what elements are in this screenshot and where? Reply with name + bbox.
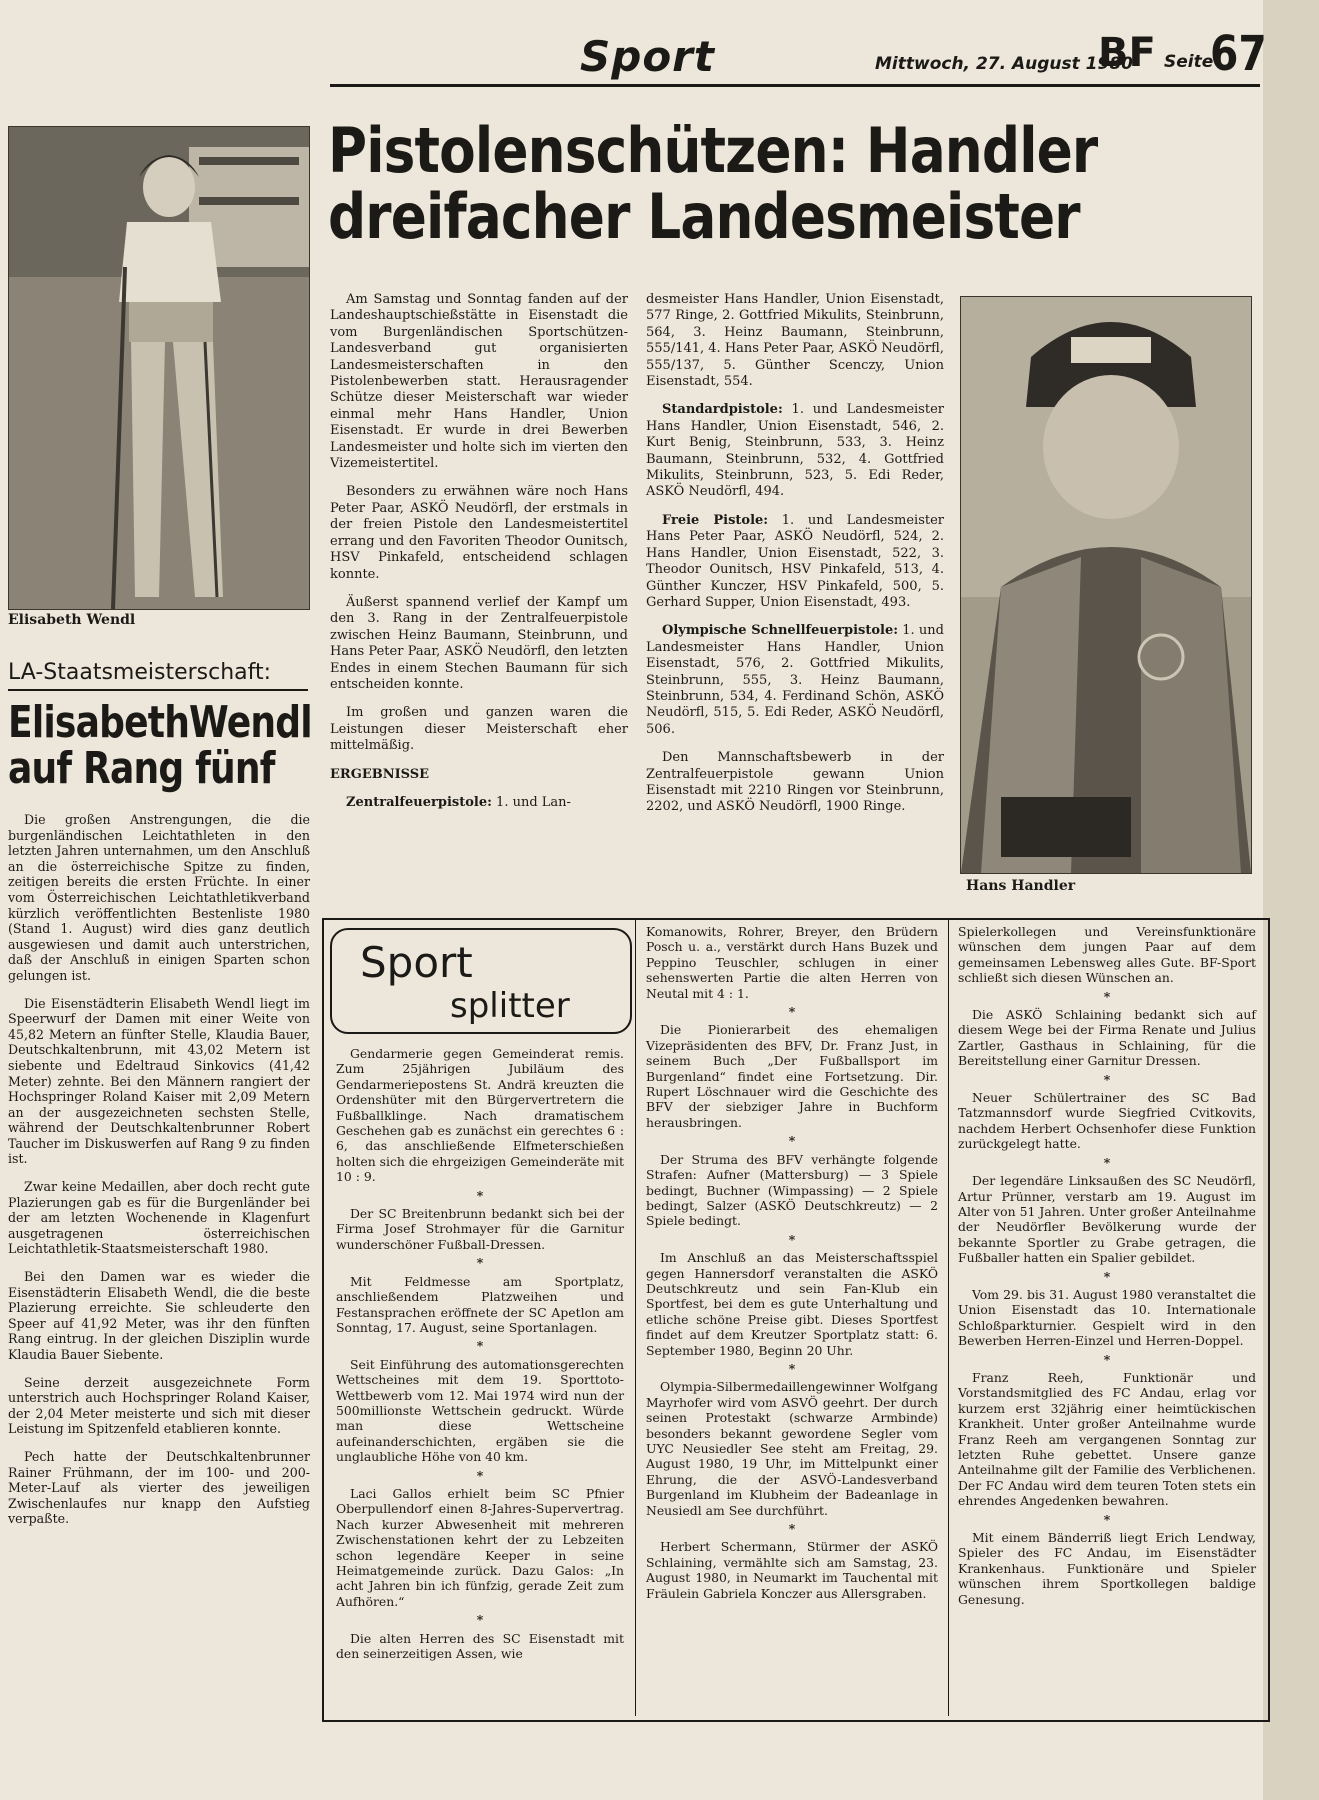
splitter-item: Im Anschluß an das Meisterschaftsspiel gegen Hannersdorf veranstalten die ASKÖ Deutschkreutz und sein Fan-Klub ein Sportfest, bei dem es gute Unterhaltung und etliche schöne Preise gibt. Dieses Sportfest findet auf dem Kreutzer Sportplatz statt: 6. September 1980, Beginn 20 Uhr. — [646, 1250, 938, 1358]
side-paragraph: Die großen Anstrengungen, die die burgenländischen Leichtathleten in den letzten Jahren unternahmen, um den Anschluß an die österreichische Spitze zu finden, zeitigen bereits die ersten Früchte. In einer vom Österreichischen Leichtathletikverband kürzlich veröffentlichten Bestenliste 1980 (Stand 1. August) wird dies ganz deutlich ausgewiesen und damit auch unterstrichen, daß der Anschluß in einigen Sparten schon gelungen ist. — [8, 812, 310, 983]
photo-caption-handler: Hans Handler — [966, 878, 1076, 894]
side-headline-line-2: auf Rang fünf — [8, 743, 275, 794]
side-headline-line-1: ElisabethWendl — [8, 697, 312, 748]
page-label: Seite — [1164, 52, 1214, 72]
photo-caption-wendl: Elisabeth Wendl — [8, 612, 136, 628]
separator-star: * — [1103, 1071, 1111, 1087]
separator-star: * — [1103, 1154, 1111, 1170]
separator-star: * — [788, 1360, 796, 1376]
splitter-item: Mit einem Bänderriß liegt Erich Lendway, Spieler des FC Andau, im Eisenstädter Krankenhaus. Funktionäre und Spieler wünschen ihrem Sportkollegen baldige Genesung. — [958, 1530, 1256, 1607]
article-paragraph: Äußerst spannend verlief der Kampf um den 3. Rang in der Zentralfeuerpistole zwischen Heinz Baumann, Steinbrunn, und Hans Peter Paar, ASKÖ Neudörfl, den letzten Endes in einem Stechen Baumann für sich entscheiden konnte. — [330, 594, 628, 692]
athlete-photo — [8, 126, 310, 610]
side-paragraph: Pech hatte der Deutschkaltenbrunner Rainer Frühmann, der im 100- und 200- Meter-Lauf als vierter des jeweiligen Zwischenlaufes nur knapp den Aufstieg verpaßte. — [8, 1448, 310, 1527]
column-divider — [635, 920, 636, 1716]
page-number: 67 — [1210, 26, 1267, 82]
separator-star: * — [788, 1004, 796, 1020]
splitter-item: Die ASKÖ Schlaining bedankt sich auf diesem Wege bei der Firma Renate und Julius Zartler, Gasthaus in Schlaining, für die Bereitstellung einer Garnitur Dressen. — [958, 1007, 1256, 1069]
separator-star: * — [788, 1231, 796, 1247]
separator-star: * — [476, 1255, 484, 1271]
article-paragraph: Besonders zu erwähnen wäre noch Hans Peter Paar, ASKÖ Neudörfl, der erstmals in der freien Pistole den Landesmeistertitel errang und den Favoriten Theodor Ounitsch, HSV Pinkafeld, entscheidend schlagen konnte. — [330, 484, 628, 582]
separator-star: * — [476, 1338, 484, 1354]
side-article — [8, 812, 310, 1539]
results-label: Freie Pistole: — [662, 512, 769, 528]
side-kicker: LA-Staatsmeisterschaft: — [8, 660, 308, 691]
logo-word-sport: Sport — [360, 938, 473, 987]
splitter-column-2 — [646, 924, 938, 1601]
side-headline — [8, 697, 312, 794]
separator-star: * — [1103, 1268, 1111, 1284]
splitter-column-3 — [958, 924, 1256, 1607]
side-paragraph: Seine derzeit ausgezeichnete Form unterstrich auch Hochspringer Roland Kaiser, der 2,04 Meter meisterte und sich mit dieser Leistung im Spitzenfeld etablieren konnte. — [8, 1374, 310, 1437]
article-column-2 — [646, 292, 944, 828]
results-standardpistole — [646, 402, 944, 500]
splitter-item: Neuer Schülertrainer des SC Bad Tatzmannsdorf wurde Siegfried Cvitkovits, nachdem Herbert Ochsenhofer diese Funktion zurückgelegt hatte. — [958, 1090, 1256, 1152]
results-label: Olympische Schnellfeuerpistole: — [662, 623, 899, 639]
side-paragraph: Bei den Damen war es wieder die Eisenstädterin Elisabeth Wendl, die die beste Plazierung erreichte. Sie schleuderte den Speer auf 41,92 Meter, was ihr den fünften Rang eintrug. In der gleichen Disziplin wurde Klaudia Bauer Siebente. — [8, 1269, 310, 1362]
section-title: Sport — [580, 32, 715, 81]
splitter-item: Der SC Breitenbrunn bedankt sich bei der Firma Josef Strohmayer für die Garnitur wunderschöner Fußball-Dressen. — [336, 1206, 624, 1252]
splitter-item: Komanowits, Rohrer, Breyer, den Brüdern Posch u. a., verstärkt durch Hans Buzek und Peppino Teuschler, schlugen in einer sehenswerten Partie die alten Herren von Neutal mit 4 : 1. — [646, 924, 938, 1001]
splitter-item: Mit Feldmesse am Sportplatz, anschließendem Platzweihen und Festansprachen eröffnete der SC Apetlon am Sonntag, 17. August, seine Sportanlagen. — [336, 1273, 624, 1335]
side-paragraph: Die Eisenstädterin Elisabeth Wendl liegt im Speerwurf der Damen mit einer Weite von 45,82 Metern an fünfter Stelle, Klaudia Bauer, Deutschkaltenbrunn, mit 43,02 Metern ist siebente und Edeltraud Sinkovics (41,42 Meter) zehnte. Bei den Männern rangiert der Hochspringer Roland Kaiser mit 2,09 Metern an der ausgezeichneten sechsten Stelle, während der Deutschkaltenbrunner Robert Taucher im Diskuswerfen auf Rang 9 zu finden ist. — [8, 995, 310, 1167]
column-divider — [948, 920, 949, 1716]
splitter-item: Vom 29. bis 31. August 1980 veranstaltet die Union Eisenstadt das 10. Internationale Schloßparkturnier. Gespielt wird in den Bewerben Herren-Einzel und Herren-Doppel. — [958, 1286, 1256, 1349]
splitter-column-1 — [336, 1046, 624, 1661]
main-headline — [328, 114, 1128, 253]
results-label: Standardpistole: — [662, 402, 783, 418]
separator-star: * — [476, 1612, 484, 1628]
sport-splitter-logo — [330, 928, 632, 1034]
splitter-item: Gendarmerie gegen Gemeinderat remis. Zum 25jährigen Jubiläum des Gendarmeriepostens St. Andrä kreuzten die Ordenshüter mit den Bürgervertretern die Fußballklinge. Nach dramatischem Geschehen gab es zunächst ein gerechtes 6 : 6, das anschließende Elfmeterschießen holten sich die ehrgeizigen Gemeinderäte mit 10 : 9. — [336, 1046, 624, 1185]
handler-photo — [960, 296, 1252, 874]
results-zentralfeuer-intro — [330, 795, 628, 811]
results-text: 1. und Landesmeister Hans Handler, Union Eisenstadt, 576, 2. Gottfried Mikulits, Steinbrunn, 555, 3. Heinz Baumann, Steinbrunn, 534, 4. Ferdinand Schön, ASKÖ Neudörfl, 515, 5. Edi Reder, ASKÖ Neudörfl, 506. — [646, 623, 944, 737]
splitter-item: Die Pionierarbeit des ehemaligen Vizepräsidenten des BFV, Dr. Franz Just, in seinem Buch „Der Fußballsport im Burgenland“ findet eine Fortsetzung. Dir. Rupert Löschnauer wird die Geschichte des BFV der siebziger Jahre in Buchform herausbringen. — [646, 1022, 938, 1130]
splitter-item: Franz Reeh, Funktionär und Vorstandsmitglied des FC Andau, erlag vor kurzem erst 32jährig einer heimtückischen Krankheit. Unter großer Anteilnahme wurde Franz Reeh am vergangenen Sonntag zur letzten Ruhe gebettet. Unsere ganze Anteilnahme gilt der Familie des Verblichenen. Der FC Andau wird dem teuren Toten stets ein ehrendes Angedenken bewahren. — [958, 1369, 1256, 1509]
issue-date: Mittwoch, 27. August 1980 — [875, 54, 1133, 74]
splitter-item: Der Struma des BFV verhängte folgende Strafen: Aufner (Mattersburg) — 3 Spiele bedingt, Buchner (Wimpassing) — 2 Spiele bedingt, Salzer (ASKÖ Deutschkreutz) — 2 Spiele bedingt. — [646, 1151, 938, 1229]
splitter-item: Spielerkollegen und Vereinsfunktionäre wünschen dem jungen Paar auf dem gemeinsamen Lebensweg alles Gute. BF-Sport schließt sich diesen Wünschen an. — [958, 924, 1256, 986]
results-text: 1. und Landesmeister Hans Peter Paar, ASKÖ Neudörfl, 524, 2. Hans Handler, Union Eisenstadt, 522, 3. Theodor Ounitsch, HSV Pinkafeld, 513, 4. Günther Kunczer, HSV Pinkafeld, 500, 5. Gerhard Supper, Union Eisenstadt, 493. — [646, 512, 944, 610]
page-header — [330, 26, 1267, 87]
splitter-item: Der legendäre Linksaußen des SC Neudörfl, Artur Prünner, verstarb am 19. August im Alter von 51 Jahren. Unter großer Anteilnahme der Neudörfler Bevölkerung wurde der bekannte Sportler zu Grabe getragen, die Fußballer hatten ein Spalier gebildet. — [958, 1173, 1256, 1266]
splitter-item: Die alten Herren des SC Eisenstadt mit den seinerzeitigen Assen, wie — [336, 1630, 624, 1662]
results-label: Zentralfeuerpistole: — [346, 794, 492, 810]
article-column-1 — [330, 292, 628, 823]
separator-star: * — [1103, 988, 1111, 1004]
main-headline-line-1: Pistolenschützen: Handler — [328, 114, 1098, 187]
results-text: 1. und Landesmeister Hans Handler, Union Eisenstadt, 546, 2. Kurt Benig, Steinbrunn, 533, 3. Heinz Baumann, Steinbrunn, 532, 4. Gottfried Mikulits, Steinbrunn, 523, 5. Edi Reder, ASKÖ Neudörfl, 494. — [646, 402, 944, 500]
side-paragraph: Zwar keine Medaillen, aber doch recht gute Plazierungen gab es für die Burgenländer bei der am letzten Wochenende in Klagenfurt ausgetragenen österreichischen Leichtathletik-Staatsmeisterschaft 1980. — [8, 1179, 310, 1257]
article-paragraph: Am Samstag und Sonntag fanden auf der Landeshauptschießstätte in Eisenstadt die vom Burgenländischen Sportschützen-Landesverband gut organisierten Landesmeisterschaften in den Pistolenbewerben statt. Herausragender Schütze dieser Meisterschaft war wieder einmal mehr Hans Handler, Union Eisenstadt. Er wurde in drei Bewerben Landesmeister und holte sich im vierten den Vizemeistertitel. — [330, 292, 628, 472]
splitter-item: Laci Gallos erhielt beim SC Pfnier Oberpullendorf einen 8-Jahres-Supervertrag. Nach kurzer Abwesenheit mit mehreren Zwischenstationen kehrt der zu Lebzeiten schon legendäre Keeper in seine Heimatgemeinde zurück. Dazu Galos: „In acht Jahren bin ich fünfzig, gerade Zeit zum Aufhören.“ — [336, 1485, 624, 1609]
results-text: 1. und Lan- — [496, 794, 571, 810]
results-heading: ERGEBNISSE — [330, 766, 430, 782]
newspaper-logo: BF — [1098, 30, 1156, 76]
results-freie-pistole — [646, 513, 944, 611]
separator-star: * — [1103, 1511, 1111, 1527]
splitter-item: Herbert Schermann, Stürmer der ASKÖ Schlaining, vermählte sich am Samstag, 23. August 1980, in Neumarkt im Tauchental mit Fräulein Gabriela Konczer aus Allersgraben. — [646, 1539, 938, 1601]
main-headline-line-2: dreifacher Landesmeister — [328, 180, 1080, 253]
results-schnellfeuer — [646, 623, 944, 738]
separator-star: * — [476, 1187, 484, 1203]
separator-star: * — [788, 1133, 796, 1149]
article-paragraph: Im großen und ganzen waren die Leistungen dieser Meisterschaft eher mittelmäßig. — [330, 705, 628, 754]
separator-star: * — [788, 1521, 796, 1537]
results-mannschaft: Den Mannschaftsbewerb in der Zentralfeuerpistole gewann Union Eisenstadt mit 2210 Ringen vor Steinbrunn, 2202, und ASKÖ Neudörfl, 1900 Ringe. — [646, 750, 944, 815]
separator-star: * — [1103, 1351, 1111, 1367]
splitter-item: Olympia-Silbermedaillengewinner Wolfgang Mayrhofer wird vom ASVÖ geehrt. Der durch seinen Protestakt (schwarze Armbinde) besonders bekannt gewordene Segler vom UYC Neusiedler See steht am Freitag, 29. August 1980, 19 Uhr, im Mittelpunkt einer Ehrung, die der ASVÖ-Landesverband Burgenland im Klubheim der Badeanlage in Neusiedl am See durchführt. — [646, 1379, 938, 1518]
logo-word-splitter: splitter — [450, 986, 570, 1026]
results-zentralfeuer: desmeister Hans Handler, Union Eisenstadt, 577 Ringe, 2. Gottfried Mikulits, Steinbrunn, 564, 3. Heinz Baumann, Steinbrunn, 555/141, 4. Hans Peter Paar, ASKÖ Neudörfl, 555/137, 5. Günther Scenczy, Union Eisenstadt, 554. — [646, 292, 944, 390]
separator-star: * — [476, 1467, 484, 1483]
splitter-item: Seit Einführung des automationsgerechten Wettscheines mit dem 19. Sporttoto-Wettbewerb vom 12. Mai 1974 wird nun der 500millionste Wettschein gedruckt. Würde man diese Wettscheine aufeinanderschichten, ergäben sie die unglaubliche Höhe von 40 km. — [336, 1356, 624, 1465]
page-gutter — [1263, 0, 1319, 1800]
